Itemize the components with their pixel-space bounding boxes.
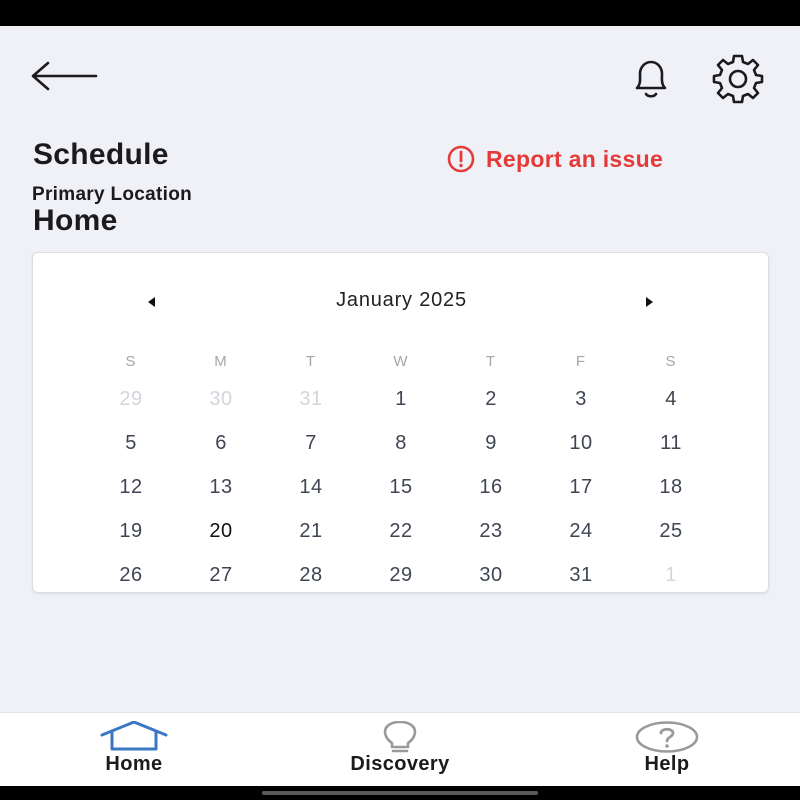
nav-help[interactable]: [617, 713, 717, 787]
calendar-day[interactable]: 21: [299, 520, 323, 542]
calendar-day[interactable]: 27: [209, 564, 233, 586]
nav-discovery[interactable]: [320, 713, 480, 787]
report-issue-link[interactable]: [446, 142, 663, 176]
calendar-day[interactable]: 15: [389, 476, 413, 498]
location-value: Home: [33, 204, 118, 237]
calendar-day-today[interactable]: 20: [209, 520, 233, 542]
calendar-day[interactable]: 23: [479, 520, 503, 542]
nav-home-label: Home: [105, 753, 163, 775]
system-home-indicator[interactable]: [262, 791, 538, 795]
calendar-week-row: [86, 553, 716, 597]
calendar-day-grid: [86, 377, 716, 597]
settings-button[interactable]: [704, 52, 772, 104]
calendar-month-label: January 2025: [336, 289, 467, 311]
calendar-day[interactable]: 5: [125, 432, 137, 454]
calendar-day[interactable]: 8: [395, 432, 407, 454]
calendar-day[interactable]: 13: [209, 476, 233, 498]
bottom-navigation: [0, 712, 800, 786]
calendar-day[interactable]: 31: [569, 564, 593, 586]
calendar-day[interactable]: 1: [395, 388, 407, 410]
calendar-day[interactable]: 3: [575, 388, 587, 410]
gear-icon: [704, 52, 772, 104]
calendar-day[interactable]: 25: [659, 520, 683, 542]
alert-circle-icon: [446, 144, 476, 174]
calendar-day-outside-month: 30: [209, 388, 233, 410]
top-bar: [0, 26, 800, 126]
calendar-day[interactable]: 6: [215, 432, 227, 454]
help-circle-icon: [634, 721, 700, 753]
calendar-day[interactable]: 30: [479, 564, 503, 586]
calendar-week-row: [86, 509, 716, 553]
calendar: [32, 252, 769, 593]
arrow-left-icon: [28, 58, 100, 94]
calendar-day-outside-month: 1: [665, 564, 677, 586]
next-month-button[interactable]: [634, 287, 664, 317]
lightbulb-icon: [377, 721, 423, 753]
weekday-label: W: [393, 353, 409, 370]
weekday-label: T: [305, 353, 317, 370]
calendar-day[interactable]: 11: [660, 432, 682, 454]
calendar-day[interactable]: 26: [119, 564, 143, 586]
calendar-day[interactable]: 12: [119, 476, 143, 498]
calendar-day[interactable]: 10: [569, 432, 593, 454]
calendar-day[interactable]: 7: [305, 432, 317, 454]
page-title: Schedule: [33, 138, 169, 171]
weekday-label: S: [125, 353, 137, 370]
calendar-day[interactable]: 28: [299, 564, 323, 586]
calendar-day[interactable]: 24: [569, 520, 593, 542]
location-label: Primary Location: [32, 184, 193, 205]
notifications-button[interactable]: [624, 54, 678, 102]
calendar-day[interactable]: 16: [479, 476, 503, 498]
calendar-week-row: [86, 377, 716, 421]
weekday-label: F: [575, 353, 587, 370]
nav-discovery-label: Discovery: [350, 753, 450, 775]
calendar-day[interactable]: 14: [299, 476, 323, 498]
nav-home[interactable]: [84, 713, 184, 787]
calendar-day[interactable]: 19: [119, 520, 143, 542]
app-screen: [0, 26, 800, 786]
bell-icon: [624, 54, 678, 102]
calendar-week-row: [86, 421, 716, 465]
calendar-day[interactable]: 18: [659, 476, 683, 498]
weekday-label: M: [214, 353, 228, 370]
calendar-day[interactable]: 9: [485, 432, 497, 454]
report-issue-label: Report an issue: [486, 145, 664, 172]
weekday-label: S: [665, 353, 677, 370]
calendar-day[interactable]: 17: [569, 476, 593, 498]
calendar-day-outside-month: 31: [299, 388, 323, 410]
nav-help-label: Help: [644, 753, 690, 775]
back-button[interactable]: [28, 58, 100, 94]
home-icon: [98, 721, 170, 751]
triangle-right-icon: [643, 296, 655, 308]
calendar-day[interactable]: 29: [389, 564, 413, 586]
calendar-day[interactable]: 2: [485, 388, 497, 410]
calendar-day[interactable]: 4: [665, 388, 677, 410]
calendar-day[interactable]: 22: [389, 520, 413, 542]
weekday-label: T: [485, 353, 497, 370]
calendar-day-outside-month: 29: [119, 388, 143, 410]
calendar-week-row: [86, 465, 716, 509]
